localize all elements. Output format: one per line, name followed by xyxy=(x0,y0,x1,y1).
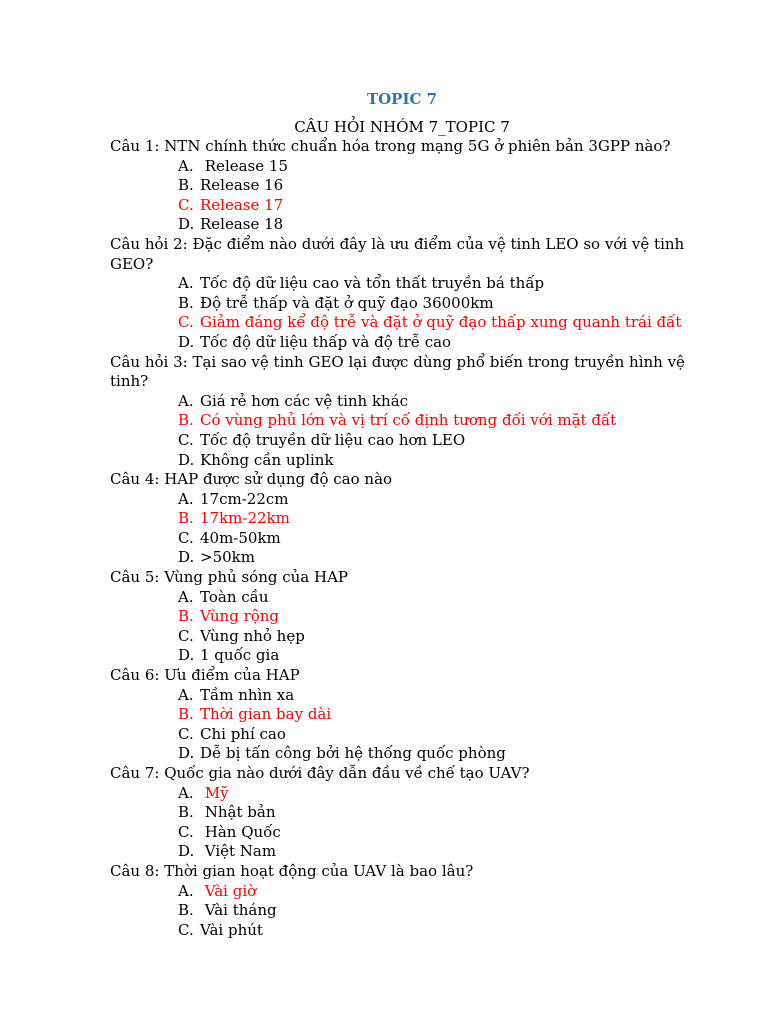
option-text: 40m-50km xyxy=(200,528,281,547)
option-letter: B. xyxy=(178,705,194,724)
question-block xyxy=(110,137,685,235)
option-letter: C. xyxy=(178,430,194,449)
question-text: Câu 4: HAP được sử dụng độ cao nào xyxy=(110,470,393,489)
option-letter: C. xyxy=(178,528,194,547)
option xyxy=(110,686,685,706)
option xyxy=(110,176,685,196)
option-text: Vùng rộng xyxy=(200,607,280,626)
option-correct xyxy=(110,411,685,431)
option-letter: D. xyxy=(178,215,195,234)
option-letter: B. xyxy=(178,803,194,822)
option-text: >50km xyxy=(200,548,255,567)
option-text: Release 15 xyxy=(200,156,288,175)
option-letter: B. xyxy=(178,901,194,920)
question-block xyxy=(110,764,685,862)
option-correct xyxy=(110,882,685,902)
option-correct xyxy=(110,705,685,725)
option-text: Việt Nam xyxy=(200,842,277,861)
option-text: Release 17 xyxy=(200,195,284,214)
question-block xyxy=(110,568,685,666)
option xyxy=(110,490,685,510)
option-letter: A. xyxy=(178,274,194,293)
option-list xyxy=(110,274,685,352)
option-text: Độ trễ thấp và đặt ở quỹ đạo 36000km xyxy=(200,293,494,312)
option-text: Giá rẻ hơn các vệ tinh khác xyxy=(200,391,409,410)
option xyxy=(110,274,685,294)
option-letter: C. xyxy=(178,313,194,332)
question-text: Câu hỏi 3: Tại sao vệ tinh GEO lại được dùng phổ biến trong truyền hình vệ tinh? xyxy=(110,352,685,391)
option-letter: B. xyxy=(178,411,194,430)
option xyxy=(110,333,685,353)
option-text: Dễ bị tấn công bởi hệ thống quốc phòng xyxy=(200,744,506,763)
option-text: Vài tháng xyxy=(200,901,277,920)
option-text: 17km-22km xyxy=(200,509,290,528)
option-correct xyxy=(110,784,685,804)
question-block xyxy=(110,235,685,353)
option-letter: D. xyxy=(178,646,195,665)
option-text: Tốc độ dữ liệu cao và tổn thất truyền bá thấp xyxy=(200,274,545,293)
option-letter: D. xyxy=(178,450,195,469)
group-title: CÂU HỎI NHÓM 7_TOPIC 7 xyxy=(294,118,510,136)
option-text: 17cm-22cm xyxy=(200,489,289,508)
option-text: Nhật bản xyxy=(200,803,276,822)
question-block xyxy=(110,666,685,764)
option xyxy=(110,451,685,471)
option-text: Vài phút xyxy=(200,920,263,939)
option xyxy=(110,646,685,666)
option xyxy=(110,588,685,608)
question-list xyxy=(110,137,685,940)
option-text: Vài giờ xyxy=(200,881,257,900)
option-correct xyxy=(110,607,685,627)
option-letter: B. xyxy=(178,509,194,528)
option-letter: A. xyxy=(178,881,194,900)
question-text: Câu 6: Ưu điểm của HAP xyxy=(110,666,300,685)
option-letter: A. xyxy=(178,391,194,410)
option-list xyxy=(110,686,685,764)
option-letter: A. xyxy=(178,587,194,606)
option-letter: A. xyxy=(178,685,194,704)
option-text: 1 quốc gia xyxy=(200,646,280,665)
question-block xyxy=(110,353,685,471)
option-text: Tầm nhìn xa xyxy=(200,685,295,704)
option-text: Giảm đáng kể độ trễ và đặt ở quỹ đạo thấp xung quanh trái đất xyxy=(200,313,682,332)
option-correct xyxy=(110,196,685,216)
option-text: Mỹ xyxy=(200,783,229,802)
option-letter: A. xyxy=(178,783,194,802)
option-text: Release 18 xyxy=(200,215,284,234)
option-letter: D. xyxy=(178,842,195,861)
option-correct xyxy=(110,509,685,529)
option xyxy=(110,842,685,862)
option-letter: C. xyxy=(178,724,194,743)
option-list xyxy=(110,882,685,941)
option xyxy=(110,823,685,843)
option-letter: C. xyxy=(178,920,194,939)
question-text: Câu 1: NTN chính thức chuẩn hóa trong mạng 5G ở phiên bản 3GPP nào? xyxy=(110,137,671,155)
topic-title: TOPIC 7 xyxy=(366,90,438,108)
option-letter: A. xyxy=(178,489,194,508)
option-letter: B. xyxy=(178,607,194,626)
option-letter: C. xyxy=(178,822,194,841)
option xyxy=(110,725,685,745)
option-text: Vùng nhỏ hẹp xyxy=(200,626,305,645)
option xyxy=(110,548,685,568)
option-list xyxy=(110,392,685,470)
option-text: Hàn Quốc xyxy=(200,822,281,841)
question-block xyxy=(110,862,685,940)
option-text: Thời gian bay dài xyxy=(200,705,332,724)
option-letter: C. xyxy=(178,195,194,214)
option xyxy=(110,744,685,764)
option-list xyxy=(110,588,685,666)
option xyxy=(110,803,685,823)
option xyxy=(110,392,685,412)
option-list xyxy=(110,490,685,568)
option-letter: A. xyxy=(178,156,194,175)
question-text: Câu 8: Thời gian hoạt động của UAV là bao lâu? xyxy=(110,861,474,880)
question-text: Câu 7: Quốc gia nào dưới đây dẫn đầu về chế tạo UAV? xyxy=(110,764,530,782)
option xyxy=(110,215,685,235)
option-text: Có vùng phủ lớn và vị trí cố định tương đối với mặt đất xyxy=(200,411,617,430)
option xyxy=(110,529,685,549)
question-text: Câu 5: Vùng phủ sóng của HAP xyxy=(110,568,349,587)
option-text: Không cần uplink xyxy=(200,450,334,469)
option xyxy=(110,901,685,921)
option-text: Toàn cầu xyxy=(200,587,269,606)
option-letter: D. xyxy=(178,332,195,351)
option-list xyxy=(110,784,685,862)
option-correct xyxy=(110,313,685,333)
option xyxy=(110,627,685,647)
option-text: Release 16 xyxy=(200,176,284,195)
question-block xyxy=(110,470,685,568)
option-letter: B. xyxy=(178,176,194,195)
option-text: Tốc độ dữ liệu thấp và độ trễ cao xyxy=(200,332,452,351)
option xyxy=(110,157,685,177)
question-text: Câu hỏi 2: Đặc điểm nào dưới đây là ưu điểm của vệ tinh LEO so với vệ tinh GEO? xyxy=(110,234,685,273)
option xyxy=(110,921,685,941)
option-letter: D. xyxy=(178,744,195,763)
option xyxy=(110,294,685,314)
option-text: Chi phí cao xyxy=(200,724,286,743)
option-list xyxy=(110,157,685,235)
option-letter: B. xyxy=(178,293,194,312)
option-letter: C. xyxy=(178,626,194,645)
option-letter: D. xyxy=(178,548,195,567)
option-text: Tốc độ truyền dữ liệu cao hơn LEO xyxy=(200,430,466,449)
option xyxy=(110,431,685,451)
